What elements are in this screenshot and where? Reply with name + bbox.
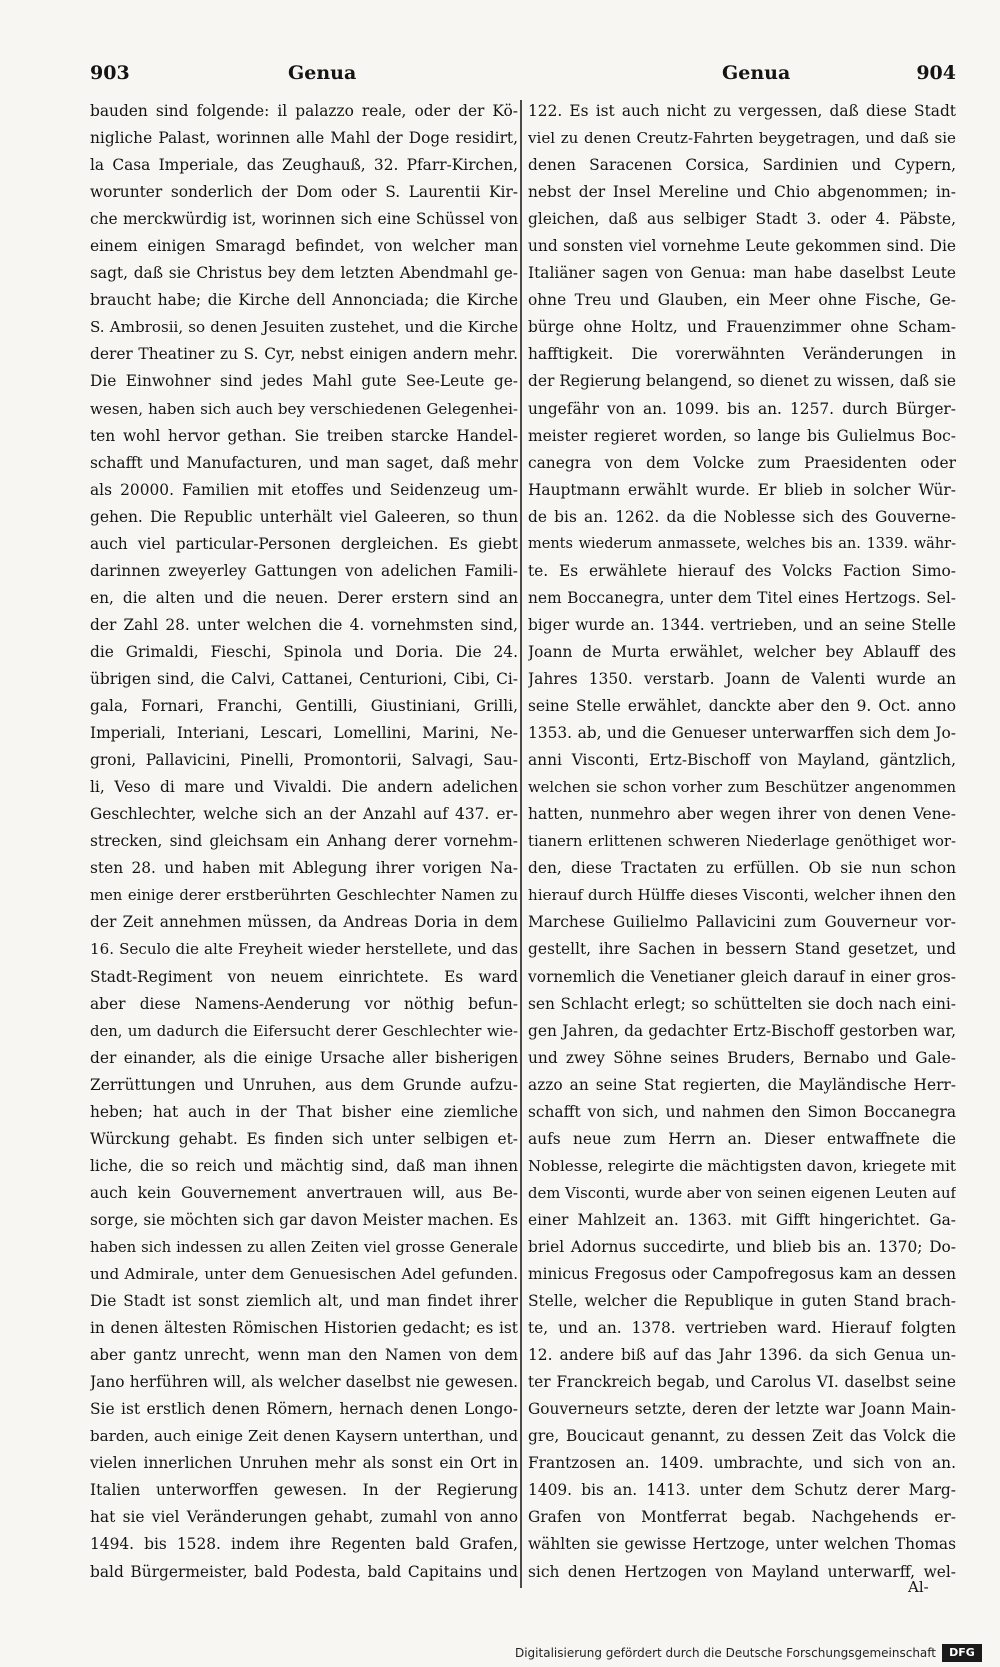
text-line: groni, Pallavicini, Pinelli, Promontorii, Salvagi, Sau-: [90, 751, 518, 770]
text-line: sen Schlacht erlegt; so schüttelten sie doch nach eini-: [528, 994, 956, 1013]
page-header: [90, 62, 956, 96]
text-line: Zerrüttungen und Unruhen, aus dem Grunde aufzu-: [90, 1075, 518, 1094]
text-line: dem Visconti, wurde aber von seinen eigenen Leuten auf: [528, 1184, 956, 1202]
dfg-logo: DFG: [942, 1644, 982, 1662]
text-line: [528, 1586, 956, 1588]
text-line: aufs neue zum Herrn an. Dieser entwaffnete die: [528, 1129, 956, 1148]
text-line: auch viel particular-Personen dergleichen. Es giebt: [90, 534, 518, 553]
text-line: meister regieret worden, so lange bis Gulielmus Boc-: [528, 426, 956, 445]
text-line: schafft von sich, und nahmen den Simon Boccanegra: [528, 1102, 956, 1121]
text-line: ter Franckreich begab, und Carolus VI. daselbst seine: [528, 1373, 956, 1392]
text-line: te, und an. 1378. vertrieben ward. Hierauf folgten: [528, 1319, 956, 1338]
text-line: und Admirale, unter dem Genuesischen Adel gefunden.: [90, 1265, 518, 1284]
text-line: den, um dadurch die Eifersucht derer Geschlechter wie-: [90, 1022, 518, 1040]
text-line: Gouverneurs setzte, deren der letzte war Joann Main-: [528, 1400, 956, 1419]
text-line: 12. andere biß auf das Jahr 1396. da sich Genua un-: [528, 1346, 956, 1365]
text-line: heben; hat auch in der That bisher eine ziemliche: [90, 1102, 518, 1121]
text-line: wesen, haben sich auch bey verschiedenen Gelegenhei-: [90, 399, 518, 418]
right-page-number: 904: [916, 62, 956, 84]
text-line: 16. Seculo die alte Freyheit wieder herstellete, und das: [90, 940, 518, 959]
text-line: Sie ist erstlich denen Römern, hernach denen Longo-: [90, 1400, 518, 1419]
text-line: vielen innerlichen Unruhen mehr als sonst ein Ort in: [90, 1454, 518, 1473]
text-line: de bis an. 1262. da die Noblesse sich des Gouverne-: [528, 507, 956, 526]
text-line: darinnen zweyerley Gattungen von adelichen Famili-: [90, 561, 518, 580]
text-line: biger wurde an. 1344. vertrieben, und an seine Stelle: [528, 615, 956, 634]
text-line: hat sie viel Veränderungen gehabt, zumahl von anno: [90, 1508, 518, 1527]
text-line: derer Theatiner zu S. Cyr, nebst einigen andern mehr.: [90, 345, 518, 364]
text-line: sich denen Hertzogen von Mayland unterwarff, wel-: [528, 1562, 956, 1581]
text-line: worunter sonderlich der Dom oder S. Laurentii Kir-: [90, 183, 518, 202]
text-line: übrigen sind, die Calvi, Cattanei, Centurioni, Cibi, Ci-: [90, 669, 518, 688]
text-line: gehen. Die Republic unterhält viel Galeeren, so thun: [90, 507, 518, 526]
text-line: Italien unterworffen gewesen. In der Regierung: [90, 1481, 518, 1500]
text-line: hierauf durch Hülffe dieses Visconti, welcher ihnen den: [528, 886, 956, 905]
text-line: che merckwürdig ist, worinnen sich eine Schüssel von: [90, 210, 518, 229]
text-line: der Regierung belangend, so dienet zu wissen, daß sie: [528, 372, 956, 391]
text-line: 1353. ab, und die Genueser unterwarffen sich dem Jo-: [528, 724, 956, 743]
text-line: Würckung gehabt. Es finden sich unter selbigen et-: [90, 1129, 518, 1148]
text-line: auch kein Gouvernement anvertrauen will, aus Be-: [90, 1183, 518, 1202]
text-line: welchen sie schon vorher zum Beschützer angenommen: [528, 779, 956, 797]
text-line: viel zu denen Creutz-Fahrten beygetragen, und daß sie: [528, 129, 956, 148]
text-line: als 20000. Familien mit etoffes und Seidenzeug um-: [90, 480, 518, 499]
footer-credit: Digitalisierung gefördert durch die Deutsche Forschungsgemeinschaft: [514, 1646, 936, 1660]
text-line: nigliche Palast, worinnen alle Mahl der Doge residirt,: [90, 129, 518, 148]
text-line: gestellt, ihre Sachen in bessern Stand gesetzet, und: [528, 940, 956, 959]
text-line: liche, die so reich und mächtig sind, daß man ihnen: [90, 1156, 518, 1175]
text-line: in denen ältesten Römischen Historien gedacht; es ist: [90, 1319, 518, 1338]
text-line: te. Es erwählete hierauf des Volcks Faction Simo-: [528, 561, 956, 580]
catchword: Al-: [908, 1578, 929, 1596]
text-line: Jahres 1350. verstarb. Joann de Valenti wurde an: [528, 669, 956, 688]
text-line: nem Boccanegra, unter dem Titel eines Hertzogs. Sel-: [528, 588, 956, 607]
text-line: und zwey Söhne seines Bruders, Bernabo und Gale-: [528, 1048, 956, 1067]
text-line: canegra von dem Volcke zum Praesidenten oder: [528, 453, 956, 472]
text-line: einer Mahlzeit an. 1363. mit Gifft hingerichtet. Ga-: [528, 1210, 956, 1229]
text-line: Grafen von Montferrat begab. Nachgehends er-: [528, 1508, 956, 1527]
text-line: li, Veso di mare und Vivaldi. Die andern adelichen: [90, 778, 518, 797]
text-line: der Zahl 28. unter welchen die 4. vornehmsten sind,: [90, 615, 518, 634]
text-line: aber gantz unrecht, wenn man den Namen von dem: [90, 1346, 518, 1365]
text-line: briel Adornus succedirte, und blieb bis an. 1370; Do-: [528, 1237, 956, 1256]
text-line: Jano herführen will, als welcher daselbst nie gewesen.: [90, 1373, 518, 1392]
text-line: 122. Es ist auch nicht zu vergessen, daß diese Stadt: [528, 102, 956, 120]
text-line: Die Einwohner sind jedes Mahl gute See-Leute ge-: [90, 372, 518, 391]
text-line: anni Visconti, Ertz-Bischoff von Mayland, gäntzlich,: [528, 751, 956, 770]
text-line: sorge, sie möchten sich gar davon Meister machen. Es: [90, 1210, 518, 1229]
text-line: ments wiederum anmassete, welches bis an. 1339. währ-: [528, 535, 956, 552]
text-line: Frantzosen an. 1409. umbrachte, und sich von an.: [528, 1454, 956, 1473]
text-line: bürge ohne Holtz, und Frauenzimmer ohne Scham-: [528, 318, 956, 337]
left-running-title: Genua: [288, 62, 357, 84]
text-line: bald Bürgermeister, bald Podesta, bald Capitains und: [90, 1562, 518, 1581]
text-line: minicus Fregosus oder Campofregosus kam an dessen: [528, 1265, 956, 1284]
text-line: 1409. bis an. 1413. unter dem Schutz derer Marg-: [528, 1481, 956, 1500]
text-line: la Casa Imperiale, das Zeughauß, 32. Pfarr-Kirchen,: [90, 156, 518, 175]
text-line: hatten, nunmehro aber wegen ihrer von denen Vene-: [528, 805, 956, 824]
text-line: wählten sie gewisse Hertzoge, unter welchen Thomas: [528, 1535, 956, 1554]
text-line: nebst der Insel Mereline und Chio abgenommen; in-: [528, 183, 956, 202]
text-line: gen Jahren, da gedachter Ertz-Bischoff gestorben war,: [528, 1021, 956, 1040]
text-line: gleichen, daß aus selbiger Stadt 3. oder 4. Päbste,: [528, 210, 956, 229]
text-line: tianern erlittenen schweren Niederlage genöthiget wor-: [528, 833, 956, 851]
text-line: seine Stelle erwählet, danckte aber den 9. Oct. anno: [528, 697, 956, 716]
text-line: Joann de Murta erwählet, welcher bey Ablauff des: [528, 642, 956, 661]
text-line: Noblesse, relegirte die mächtigsten davon, kriegete mit: [528, 1156, 956, 1175]
text-line: den, diese Tractaten zu erfüllen. Ob sie nun schon: [528, 859, 956, 878]
text-line: die Grimaldi, Fieschi, Spinola und Doria. Die 24.: [90, 642, 518, 661]
right-text-column: [528, 98, 956, 1588]
text-line: 1494. bis 1528. indem ihre Regenten bald Grafen,: [90, 1535, 518, 1554]
right-running-title: Genua: [722, 62, 791, 84]
text-line: aber diese Namens-Aenderung vor nöthig befun-: [90, 994, 518, 1013]
text-line: Marchese Guilielmo Pallavicini zum Gouverneur vor-: [528, 913, 956, 932]
text-line: ohne Treu und Glauben, ein Meer ohne Fische, Ge-: [528, 291, 956, 310]
text-line: einem einigen Smaragd befindet, von welcher man: [90, 237, 518, 256]
text-line: und sonsten viel vornehme Leute gekommen sind. Die: [528, 237, 956, 256]
text-line: hafftigkeit. Die vorerwähnten Veränderungen in: [528, 345, 956, 364]
text-line: haben sich indessen zu allen Zeiten viel grosse Generale: [90, 1238, 518, 1256]
column-divider: [520, 100, 522, 1588]
text-line: bauden sind folgende: il palazzo reale, oder der Kö-: [90, 102, 518, 120]
left-page-number: 903: [90, 62, 130, 84]
text-line: Stelle, welcher die Republique in guten Stand brach-: [528, 1292, 956, 1311]
text-line: S. Ambrosii, so denen Jesuiten zustehet, und die Kirche: [90, 318, 518, 337]
text-line: schafft und Manufacturen, und man saget, daß mehr: [90, 453, 518, 472]
text-line: [90, 1586, 518, 1588]
text-line: gala, Fornari, Franchi, Gentilli, Giustiniani, Grilli,: [90, 697, 518, 716]
text-line: Geschlechter, welche sich an der Anzahl auf 437. er-: [90, 805, 518, 824]
text-line: denen Saracenen Corsica, Sardinien und Cypern,: [528, 156, 956, 175]
text-line: barden, auch einige Zeit denen Kaysern unterthan, und: [90, 1427, 518, 1446]
left-text-column: [90, 98, 518, 1588]
text-line: sagt, daß sie Christus bey dem letzten Abendmahl ge-: [90, 264, 518, 283]
text-line: en, die alten und die neuen. Derer erstern sind an: [90, 588, 518, 607]
text-line: ungefähr von an. 1099. bis an. 1257. durch Bürger-: [528, 399, 956, 418]
text-line: braucht habe; die Kirche dell Annonciada; die Kirche: [90, 291, 518, 310]
text-line: Imperiali, Interiani, Lescari, Lomellini, Marini, Ne-: [90, 724, 518, 743]
page-footer: [0, 1642, 1000, 1667]
text-line: Stadt-Regiment von neuem einrichtete. Es ward: [90, 967, 518, 986]
text-line: vornemlich die Venetianer gleich darauf in einer gros-: [528, 967, 956, 986]
text-line: strecken, sind gleichsam ein Anhang derer vornehm-: [90, 832, 518, 851]
text-line: der Zeit annehmen müssen, da Andreas Doria in dem: [90, 913, 518, 932]
text-line: gre, Boucicaut genannt, zu dessen Zeit das Volck die: [528, 1427, 956, 1446]
text-line: ten wohl hervor gethan. Sie treiben starcke Handel-: [90, 426, 518, 445]
text-line: der einander, als die einige Ursache aller bisherigen: [90, 1048, 518, 1067]
text-line: men einige derer erstberührten Geschlechter Namen zu: [90, 887, 518, 905]
text-line: azzo an seine Stat regierten, die Mayländische Herr-: [528, 1075, 956, 1094]
text-line: sten 28. und haben mit Ablegung ihrer vorigen Na-: [90, 859, 518, 878]
text-line: Italiäner sagen von Genua: man habe daselbst Leute: [528, 264, 956, 283]
text-line: Die Stadt ist sonst ziemlich alt, und man findet ihrer: [90, 1292, 518, 1311]
text-line: Hauptmann erwählt wurde. Er blieb in solcher Wür-: [528, 480, 956, 499]
